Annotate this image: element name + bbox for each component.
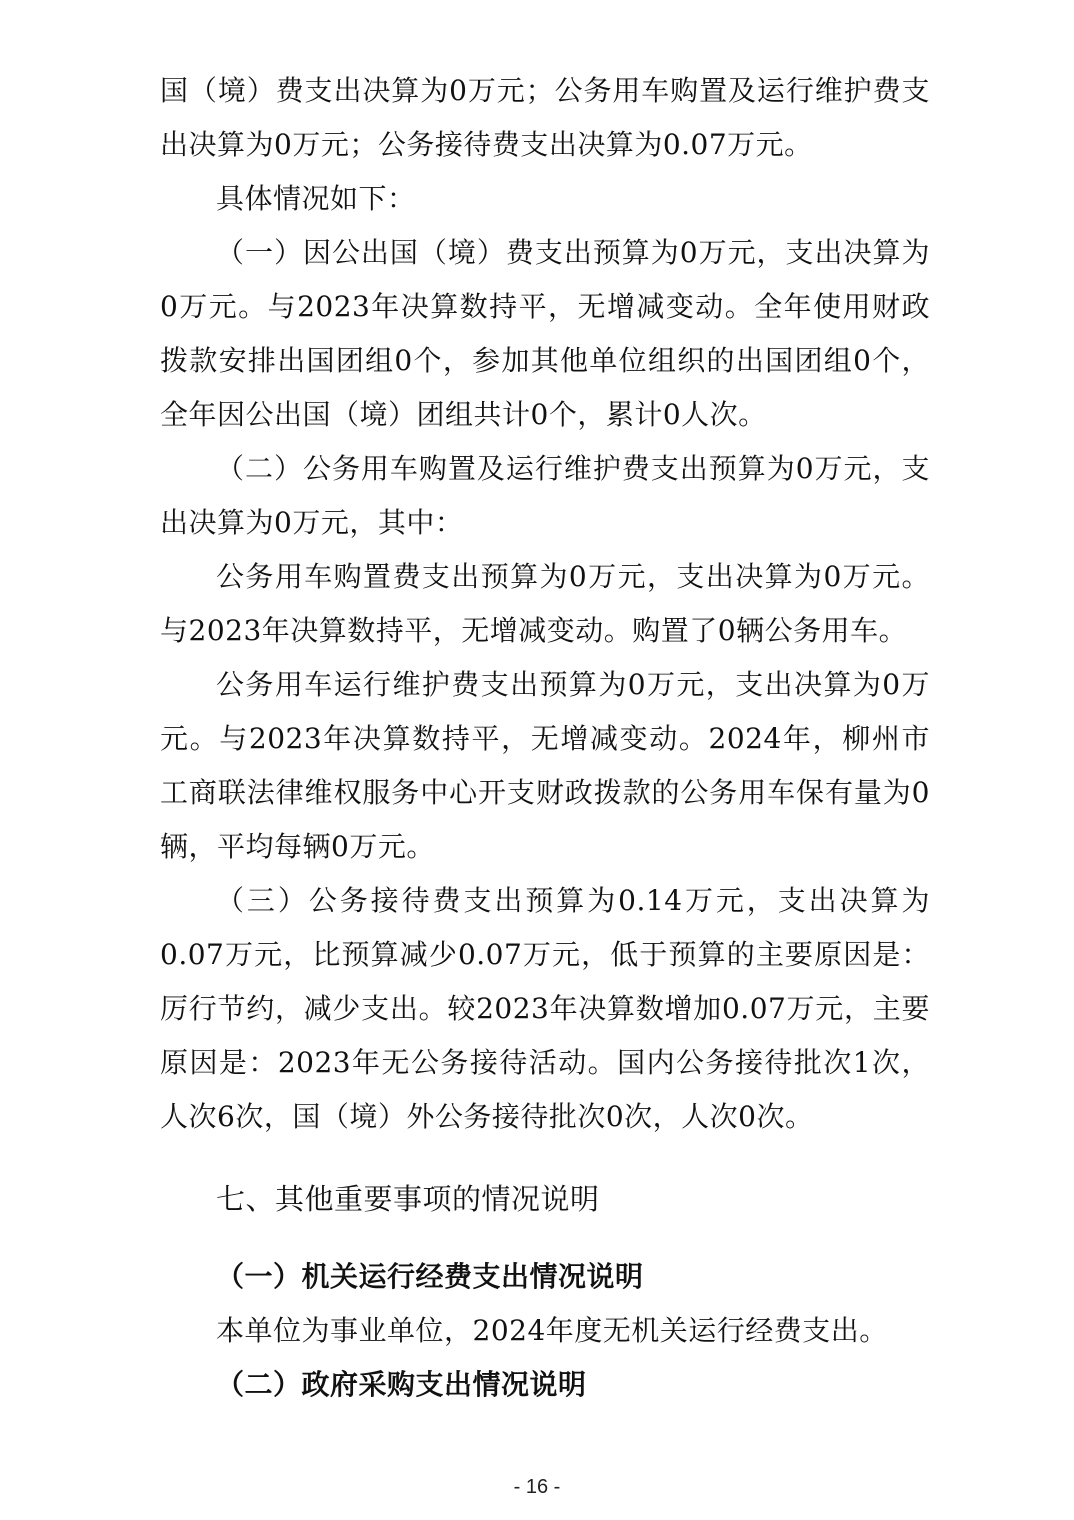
paragraph-details-intro: 具体情况如下： [216,182,416,215]
paragraph-overseas-travel: （一）因公出国（境）费支出预算为0万元，支出决算为0万元。与2023年决算数持平，无增减变动。全年使用财政拨款安排出国团组0个，参加其他单位组织的出国团组0个，全年因公出国（境）团组共计0个，累计0人次。 [160,236,930,431]
paragraph-operating-costs: 本单位为事业单位，2024年度无机关运行经费支出。 [216,1314,888,1347]
subsection-heading-procurement: （二）政府采购支出情况说明 [216,1368,587,1401]
paragraph-vehicle-overview: （二）公务用车购置及运行维护费支出预算为0万元，支出决算为0万元，其中： [160,452,930,539]
paragraph-reception: （三）公务接待费支出预算为0.14万元，支出决算为0.07万元，比预算减少0.07万元，低于预算的主要原因是：厉行节约，减少支出。较2023年决算数增加0.07万元，主要原因是：2023年无公务接待活动。国内公务接待批次1次，人次6次，国（境）外公务接待批次0次，人次0次。 [160,884,930,1133]
paragraph-vehicle-maintenance: 公务用车运行维护费支出预算为0万元，支出决算为0万元。与2023年决算数持平，无增减变动。2024年，柳州市工商联法律维权服务中心开支财政拨款的公务用车保有量为0辆，平均每辆0万元。 [160,668,930,863]
subsection-heading-operating-costs: （一）机关运行经费支出情况说明 [216,1260,644,1293]
paragraph-vehicle-purchase: 公务用车购置费支出预算为0万元，支出决算为0万元。与2023年决算数持平，无增减变动。购置了0辆公务用车。 [160,560,930,647]
paragraph-summary: 国（境）费支出决算为0万元；公务用车购置及运行维护费支出决算为0万元；公务接待费支出决算为0.07万元。 [160,74,930,161]
document-body [160,64,930,1412]
page-number: - 16 - [513,1476,561,1498]
section-heading: 七、其他重要事项的情况说明 [216,1182,600,1216]
